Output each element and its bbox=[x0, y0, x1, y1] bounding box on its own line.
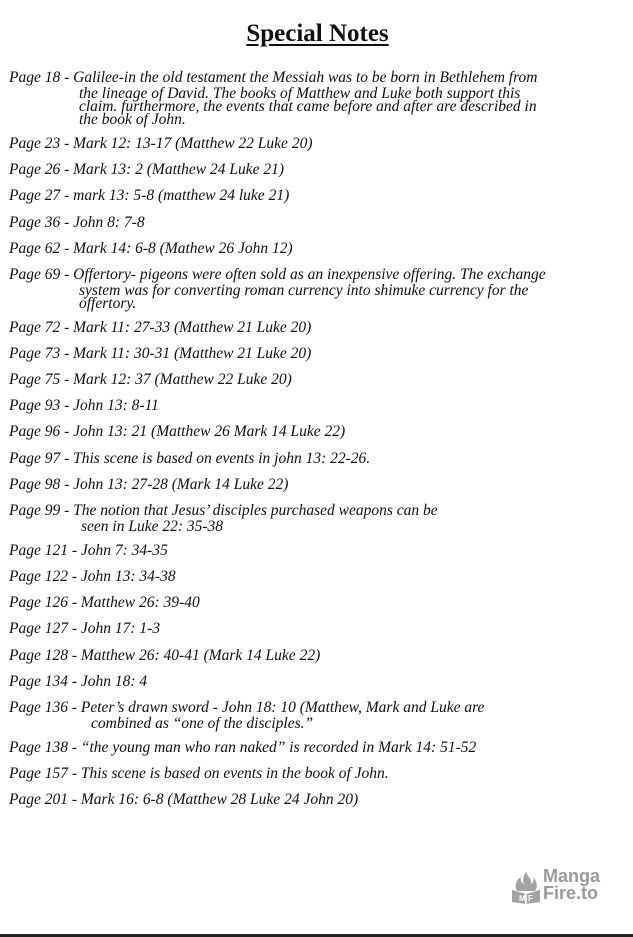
note-text: Page 73 - Mark 11: 30-31 (Matthew 21 Luke 20) bbox=[9, 345, 312, 362]
note-text: Page 201 - Mark 16: 6-8 (Matthew 28 Luke 24 John 20) bbox=[9, 791, 359, 808]
note-text: Page 18 - Galilee-in the old testament the Messiah was to be born in Bethlehem from bbox=[9, 69, 538, 86]
note-continuation-text: the lineage of David. The books of Matthew and Luke both support this bbox=[79, 85, 521, 102]
note-text: Page 157 - This scene is based on events in the book of John. bbox=[9, 765, 389, 782]
note-text: Page 121 - John 7: 34-35 bbox=[9, 542, 168, 559]
note-text: Page 36 - John 8: 7-8 bbox=[9, 214, 145, 231]
note-text: Page 93 - John 13: 8-11 bbox=[9, 397, 159, 414]
note-entry bbox=[9, 619, 160, 638]
note-text: Page 72 - Mark 11: 27-33 (Matthew 21 Luke 20) bbox=[9, 319, 312, 336]
note-text: Page 127 - John 17: 1-3 bbox=[9, 620, 161, 637]
svg-text:M: M bbox=[519, 894, 526, 903]
watermark-line-2: Fire.to bbox=[543, 883, 599, 903]
note-text: Page 122 - John 13: 34-38 bbox=[9, 568, 176, 585]
note-entry bbox=[9, 790, 358, 809]
note-text: Page 96 - John 13: 21 (Matthew 26 Mark 14 Luke 22) bbox=[9, 423, 346, 440]
note-continuation-text: offertory. bbox=[79, 295, 137, 312]
note-entry bbox=[9, 501, 438, 533]
note-entry bbox=[9, 265, 546, 310]
note-entry bbox=[9, 449, 370, 468]
page-title bbox=[0, 20, 633, 48]
note-text: Page 98 - John 13: 27-28 (Mark 14 Luke 22) bbox=[9, 476, 289, 493]
note-entry bbox=[9, 422, 345, 441]
note-continuation-text: system was for converting roman currency into shimuke currency for the bbox=[79, 282, 529, 299]
note-entry bbox=[9, 318, 311, 337]
note-text: Page 75 - Mark 12: 37 (Matthew 22 Luke 20) bbox=[9, 371, 292, 388]
note-entry bbox=[9, 764, 389, 783]
note-text: Page 62 - Mark 14: 6-8 (Mathew 26 John 12) bbox=[9, 240, 293, 257]
watermark-text bbox=[543, 868, 600, 902]
note-entry bbox=[9, 160, 284, 179]
note-text: Page 23 - Mark 12: 13-17 (Matthew 22 Luke 20) bbox=[9, 135, 313, 152]
note-text: Page 27 - mark 13: 5-8 (matthew 24 luke 21) bbox=[9, 187, 290, 204]
note-entry bbox=[9, 475, 288, 494]
note-entry bbox=[9, 186, 289, 205]
note-entry bbox=[9, 396, 159, 415]
note-entry bbox=[9, 344, 311, 363]
note-continuation-text: combined as “one of the disciples.” bbox=[91, 715, 314, 732]
note-text: Page 138 - “the young man who ran naked” is recorded in Mark 14: 51-52 bbox=[9, 739, 477, 756]
note-text: Page 134 - John 18: 4 bbox=[9, 673, 148, 690]
mangafire-watermark bbox=[510, 868, 610, 908]
note-entry bbox=[9, 672, 147, 691]
note-entry bbox=[9, 68, 537, 126]
page-title-text: Special Notes bbox=[246, 20, 389, 47]
note-text: Page 97 - This scene is based on events in john 13: 22-26. bbox=[9, 450, 371, 467]
note-entry bbox=[9, 738, 476, 757]
note-entry bbox=[9, 593, 200, 612]
note-continuation-text: the book of John. bbox=[79, 111, 186, 128]
note-entry bbox=[9, 567, 176, 586]
note-entry bbox=[9, 541, 168, 560]
note-entry bbox=[9, 370, 292, 389]
svg-text:F: F bbox=[528, 894, 533, 903]
note-entry bbox=[9, 698, 484, 730]
note-entry bbox=[9, 213, 145, 232]
note-text: Page 69 - Offertory- pigeons were often sold as an inexpensive offering. The exchange bbox=[9, 266, 546, 283]
note-continuation-text: claim. furthermore, the events that came before and after are described in bbox=[79, 98, 537, 115]
note-entry bbox=[9, 134, 312, 153]
note-entry bbox=[9, 646, 320, 665]
note-text: Page 126 - Matthew 26: 39-40 bbox=[9, 594, 200, 611]
note-text: Page 136 - Peter’s drawn sword - John 18: 10 (Matthew, Mark and Luke are bbox=[9, 699, 485, 716]
note-text: Page 26 - Mark 13: 2 (Matthew 24 Luke 21) bbox=[9, 161, 285, 178]
watermark-line-1: Manga bbox=[543, 866, 601, 886]
flame-book-icon bbox=[510, 870, 542, 904]
note-entry bbox=[9, 239, 293, 258]
note-text: Page 128 - Matthew 26: 40-41 (Mark 14 Luke 22) bbox=[9, 647, 321, 664]
note-continuation-text: seen in Luke 22: 35-38 bbox=[81, 518, 224, 535]
note-text: Page 99 - The notion that Jesus’ disciples purchased weapons can be bbox=[9, 502, 438, 519]
